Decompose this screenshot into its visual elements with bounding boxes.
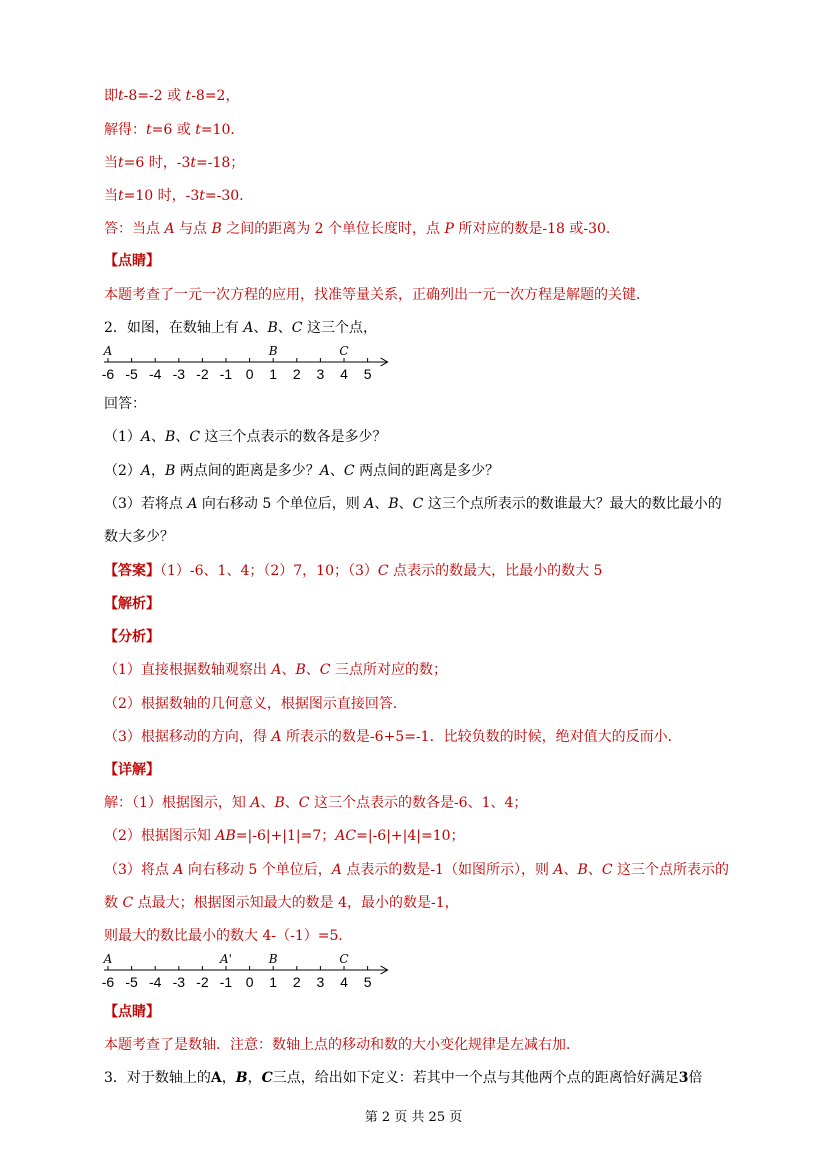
line-3: 当t=6 时，-3t=-18； — [104, 155, 245, 171]
detail-1: 解：（1）根据图示，知 A、B、C 这三个点表示的数各是-6、1、4； — [104, 795, 528, 811]
xiangjie-heading: 【详解】 — [104, 762, 160, 778]
line-2: 解得：t=6 或 t=10． — [104, 122, 245, 138]
number-line-1 — [98, 342, 398, 388]
line-7: 本题考查了一元一次方程的应用，找准等量关系，正确列出一元一次方程是解题的关键． — [104, 287, 650, 303]
point-label: C — [339, 952, 349, 966]
detail-3: （3）将点 A 向右移动 5 个单位后，A 点表示的数是-1（如图所示），则 A、B、C 这三个点所表示的 — [104, 862, 730, 878]
tick-label: 3 — [316, 974, 325, 990]
line-9: 回答： — [104, 396, 146, 412]
jiexi-heading: 【解析】 — [104, 596, 160, 612]
answer-line: 【答案】（1）-6、1、4；（2）7，10；（3）C 点表示的数最大，比最小的数大 5 — [104, 563, 603, 579]
detail-3-cont: 数 C 点最大；根据图示知最大的数是 4，最小的数是-1， — [104, 895, 459, 911]
tick-label: -5 — [125, 974, 138, 990]
dianjing-heading-1: 【点睛】 — [104, 253, 160, 269]
tick-label: 1 — [269, 974, 278, 990]
point-label: A — [103, 952, 113, 966]
tick-label: 1 — [269, 366, 278, 382]
detail-conclusion: 则最大的数比最小的数大 4-（-1）=5． — [104, 928, 353, 944]
line-1: 即t-8=-2 或 t-8=2， — [104, 88, 240, 104]
tick-label: -4 — [148, 974, 162, 990]
tick-label: 5 — [363, 974, 372, 990]
analysis-1: （1）直接根据数轴观察出 A、B、C 三点所对应的数； — [104, 662, 447, 678]
summary-line: 本题考查了是数轴．注意：数轴上点的移动和数的大小变化规律是左减右加． — [104, 1037, 580, 1053]
tick-label: 2 — [292, 366, 301, 382]
tick-label: 0 — [245, 366, 254, 382]
line-5: 答：当点 A 与点 B 之间的距离为 2 个单位长度时，点 P 所对应的数是-18 或-30． — [104, 221, 620, 237]
point-label: A' — [220, 952, 232, 966]
point-label: C — [339, 344, 349, 358]
tick-label: 0 — [245, 974, 254, 990]
analysis-3: （3）根据移动的方向，得 A 所表示的数是-6+5=-1．比较负数的时候，绝对值大的反而小． — [104, 729, 682, 745]
fenxi-heading: 【分析】 — [104, 629, 160, 645]
sub-question-2: （2）A，B 两点间的距离是多少？A、C 两点间的距离是多少？ — [104, 463, 500, 479]
line-4: 当t=10 时，-3t=-30． — [104, 188, 254, 204]
sub-question-3: （3）若将点 A 向右移动 5 个单位后，则 A、B、C 这三个点所表示的数谁最大？最大的数比最小的 — [104, 496, 722, 512]
tick-label: -5 — [125, 366, 138, 382]
tick-label: -2 — [196, 366, 209, 382]
tick-label: -6 — [101, 366, 115, 382]
tick-label: -6 — [101, 974, 115, 990]
tick-label: -1 — [219, 366, 233, 382]
point-label: B — [268, 952, 278, 966]
question-2: 2．如图，在数轴上有 A、B、C 这三个点， — [104, 320, 377, 336]
tick-label: -3 — [172, 974, 186, 990]
detail-2: （2）根据图示知 AB=|-6|+|1|=7；AC=|-6|+|4|=10； — [104, 828, 465, 844]
tick-label: 5 — [363, 366, 372, 382]
question-3: 3．对于数轴上的A，B，C三点，给出如下定义：若其中一个点与其他两个点的距离恰好满足3倍 — [104, 1070, 703, 1086]
tick-label: 4 — [340, 366, 348, 382]
sub-question-1: （1）A、B、C 这三个点表示的数各是多少？ — [104, 429, 387, 445]
number-line-2 — [98, 950, 398, 996]
point-label: A — [103, 344, 113, 358]
page-footer: 第 2 页 共 25 页 — [364, 1110, 463, 1125]
sub-question-3-cont: 数大多少？ — [104, 529, 174, 545]
tick-label: 3 — [316, 366, 325, 382]
tick-label: -2 — [196, 974, 209, 990]
point-label: B — [268, 344, 278, 358]
tick-label: -4 — [148, 366, 162, 382]
dianjing-heading-2: 【点睛】 — [104, 1004, 160, 1020]
analysis-2: （2）根据数轴的几何意义，根据图示直接回答． — [104, 696, 407, 712]
tick-label: -1 — [219, 974, 233, 990]
tick-label: 4 — [340, 974, 348, 990]
tick-label: 2 — [292, 974, 301, 990]
tick-label: -3 — [172, 366, 186, 382]
